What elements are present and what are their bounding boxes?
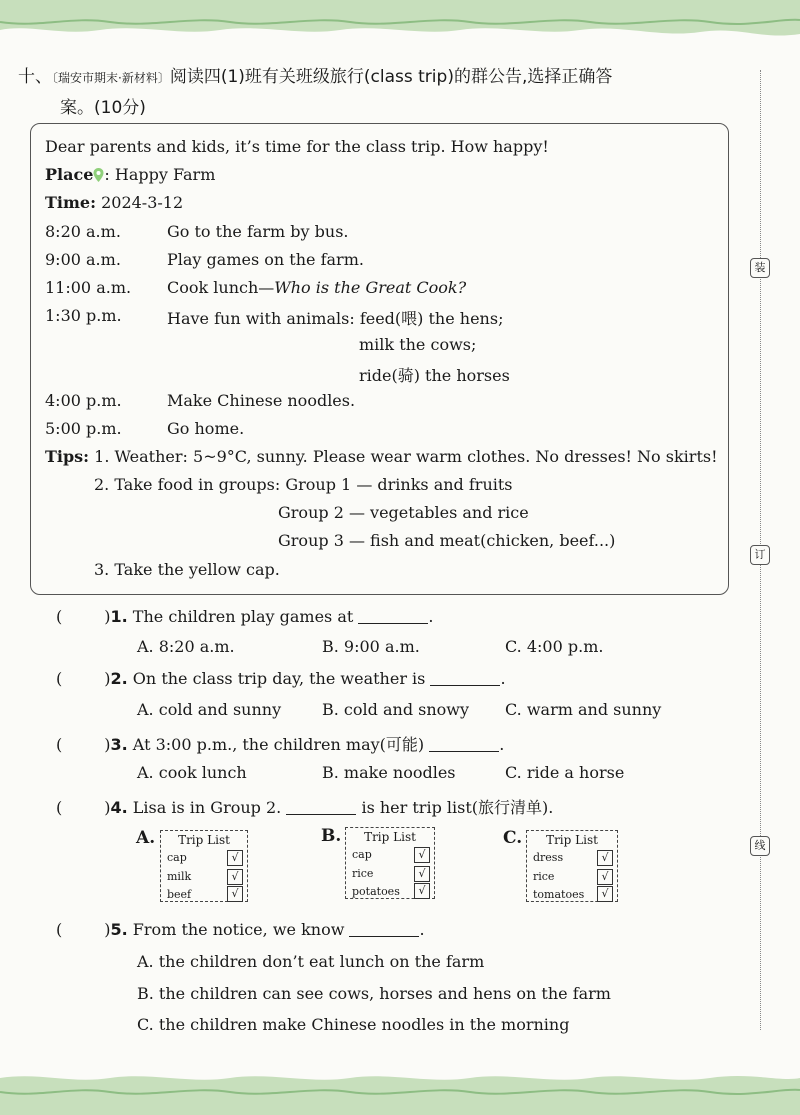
answer-paren-open: ( xyxy=(56,798,63,817)
schedule-activity-2-italic: Who is the Great Cook? xyxy=(274,278,467,297)
top-decorative-band xyxy=(0,0,800,40)
trip-list-item: milk xyxy=(167,870,192,883)
trip-list-item: cap xyxy=(352,848,372,861)
question-4 xyxy=(56,795,553,818)
schedule-time-0: 8:20 a.m. xyxy=(45,222,121,241)
tip-2-group3: Group 3 — fish and meat(chicken, beef...) xyxy=(278,531,616,550)
checkbox-checked-icon: √ xyxy=(597,886,613,902)
notice-greeting: Dear parents and kids, it’s time for the class trip. How happy! xyxy=(45,137,549,156)
q2-option-c: C. warm and sunny xyxy=(505,700,662,719)
instruction-line2: 案。(10分) xyxy=(60,98,146,118)
schedule-activity-3: Have fun with animals: feed(喂) the hens; xyxy=(167,309,504,328)
question-text-end: . xyxy=(500,669,506,688)
question-text: From the notice, we know xyxy=(127,920,350,939)
trip-list-title: Trip List xyxy=(178,833,230,847)
question-3 xyxy=(56,732,504,755)
question-1 xyxy=(56,607,433,626)
trip-list-item: rice xyxy=(533,870,555,883)
schedule-activity-6: Make Chinese noodles. xyxy=(167,391,356,410)
question-number: 3. xyxy=(110,735,128,754)
question-2 xyxy=(56,669,506,688)
place-value: : Happy Farm xyxy=(104,165,216,184)
question-text: Lisa is in Group 2. xyxy=(127,798,287,817)
tip-2-group2: Group 2 — vegetables and rice xyxy=(278,503,529,522)
trip-list-item: cap xyxy=(167,851,187,864)
schedule-time-3: 1:30 p.m. xyxy=(45,306,122,325)
schedule-time-6: 4:00 p.m. xyxy=(45,391,122,410)
checkbox-checked-icon: √ xyxy=(227,869,243,885)
schedule-activity-7: Go home. xyxy=(167,419,245,438)
checkbox-checked-icon: √ xyxy=(414,883,430,899)
q2-option-a: A. cold and sunny xyxy=(137,700,282,719)
trip-list-item: rice xyxy=(352,867,374,880)
answer-paren-close: ) xyxy=(104,920,111,939)
q2-option-b: B. cold and snowy xyxy=(322,700,470,719)
binding-tab-2: 订 xyxy=(750,545,770,565)
tip-1 xyxy=(45,447,718,466)
place-label: Place xyxy=(45,165,94,184)
schedule-time-1: 9:00 a.m. xyxy=(45,250,121,269)
time-value: 2024-3-12 xyxy=(96,193,184,212)
question-header xyxy=(18,62,733,123)
time-label: Time: xyxy=(45,193,96,212)
question-text: The children play games at xyxy=(127,607,359,626)
source-tag: 〔瑞安市期末·新材料〕 xyxy=(52,71,170,85)
answer-blank xyxy=(286,800,356,815)
answer-blank xyxy=(429,737,499,752)
q3-option-c: C. ride a horse xyxy=(505,763,625,782)
answer-paren-open: ( xyxy=(56,607,63,626)
checkbox-checked-icon: √ xyxy=(597,869,613,885)
q5-option-c: C. the children make Chinese noodles in the morning xyxy=(137,1015,570,1034)
q1-option-c: C. 4:00 p.m. xyxy=(505,637,604,656)
binding-tab-3: 线 xyxy=(750,836,770,856)
answer-blank xyxy=(430,671,500,686)
trip-list-b-label: B. xyxy=(321,826,342,846)
question-text-end: . xyxy=(428,607,434,626)
answer-paren-open: ( xyxy=(56,669,63,688)
checkbox-checked-icon: √ xyxy=(597,850,613,866)
schedule-activity-4: milk the cows; xyxy=(359,335,477,354)
tip-2: 2. Take food in groups: Group 1 — drinks and fruits xyxy=(94,475,513,494)
q3-option-b: B. make noodles xyxy=(322,763,456,782)
answer-paren-open: ( xyxy=(56,735,63,754)
location-pin-icon xyxy=(93,168,104,182)
question-text-end: is her trip list(旅行清单). xyxy=(356,798,554,817)
q1-option-b: B. 9:00 a.m. xyxy=(322,637,420,656)
answer-paren-close: ) xyxy=(104,798,111,817)
notice-time xyxy=(45,193,183,212)
trip-list-b xyxy=(345,827,435,899)
question-text: On the class trip day, the weather is xyxy=(127,669,431,688)
answer-blank xyxy=(349,922,419,937)
answer-paren-open: ( xyxy=(56,920,63,939)
q1-option-a: A. 8:20 a.m. xyxy=(137,637,235,656)
checkbox-checked-icon: √ xyxy=(414,866,430,882)
schedule-activity-2 xyxy=(167,278,466,297)
instruction-line1: 阅读四(1)班有关班级旅行(class trip)的群公告,选择正确答 xyxy=(169,67,613,87)
checkbox-checked-icon: √ xyxy=(227,886,243,902)
section-number: 十、 xyxy=(18,67,52,87)
trip-list-item: dress xyxy=(533,851,564,864)
schedule-activity-0: Go to the farm by bus. xyxy=(167,222,349,241)
trip-list-title: Trip List xyxy=(364,830,416,844)
trip-list-a-label: A. xyxy=(136,828,156,848)
tip-1-text: 1. Weather: 5~9°C, sunny. Please wear warm clothes. No dresses! No skirts! xyxy=(89,447,718,466)
question-number: 5. xyxy=(110,920,128,939)
trip-list-c xyxy=(526,830,618,902)
trip-list-title: Trip List xyxy=(546,833,598,847)
notice-place xyxy=(45,165,215,184)
q5-option-b: B. the children can see cows, horses and hens on the farm xyxy=(137,984,611,1003)
schedule-activity-5: ride(骑) the horses xyxy=(359,366,510,385)
schedule-activity-2-text: Cook lunch— xyxy=(167,278,275,297)
trip-list-item: tomatoes xyxy=(533,888,585,901)
checkbox-checked-icon: √ xyxy=(414,847,430,863)
question-5 xyxy=(56,920,425,939)
tips-label: Tips: xyxy=(45,447,90,466)
schedule-time-2: 11:00 a.m. xyxy=(45,278,132,297)
question-number: 2. xyxy=(110,669,128,688)
question-text-end: . xyxy=(499,735,505,754)
answer-paren-close: ) xyxy=(104,607,111,626)
trip-list-item: beef xyxy=(167,888,192,901)
answer-blank xyxy=(358,609,428,624)
schedule-activity-1: Play games on the farm. xyxy=(167,250,364,269)
bottom-decorative-band xyxy=(0,1068,800,1115)
answer-paren-close: ) xyxy=(104,735,111,754)
question-text: At 3:00 p.m., the children may(可能) xyxy=(127,735,430,754)
checkbox-checked-icon: √ xyxy=(227,850,243,866)
trip-list-item: potatoes xyxy=(352,885,400,898)
trip-list-c-label: C. xyxy=(503,828,523,848)
answer-paren-close: ) xyxy=(104,669,111,688)
binding-tab-1: 装 xyxy=(750,258,770,278)
question-number: 4. xyxy=(110,798,128,817)
q3-option-a: A. cook lunch xyxy=(137,763,247,782)
tip-3: 3. Take the yellow cap. xyxy=(94,560,280,579)
schedule-time-7: 5:00 p.m. xyxy=(45,419,122,438)
q5-option-a: A. the children don’t eat lunch on the farm xyxy=(137,952,485,971)
question-number: 1. xyxy=(110,607,128,626)
question-text-end: . xyxy=(419,920,425,939)
trip-list-a xyxy=(160,830,248,902)
